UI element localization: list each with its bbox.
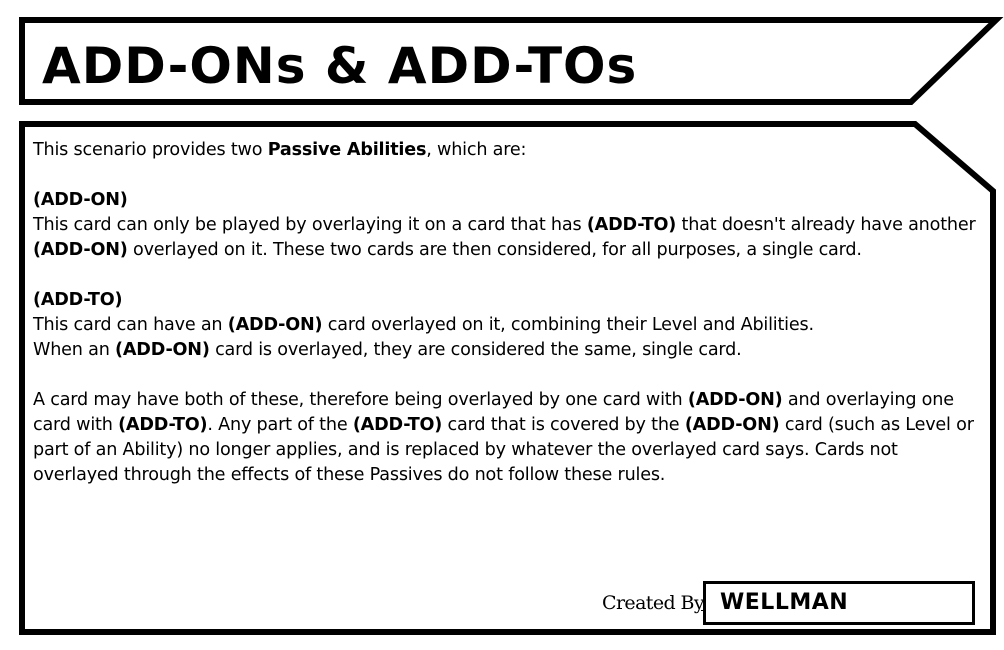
add-on-text: that doesn't already have another bbox=[676, 215, 976, 235]
created-by-underlined-letter: y bbox=[693, 592, 704, 614]
combined-keyword: (ADD-TO) bbox=[352, 415, 443, 435]
add-on-section bbox=[33, 188, 983, 263]
intro-paragraph bbox=[33, 138, 983, 163]
add-to-keyword: (ADD-ON) bbox=[115, 340, 210, 360]
created-by-label bbox=[602, 592, 704, 614]
add-on-text: This card can only be played by overlaying it on a card that has bbox=[33, 215, 587, 235]
combined-text: and overlaying one card with bbox=[33, 390, 954, 435]
combined-keyword: (ADD-ON) bbox=[684, 415, 780, 435]
add-on-text: overlayed on it. These two cards are then considered, for all purposes, a single card. bbox=[127, 240, 862, 260]
combined-text: card that is covered by the bbox=[442, 415, 685, 435]
intro-text: This scenario provides two bbox=[33, 140, 268, 160]
intro-text-end: , which are: bbox=[426, 140, 527, 160]
page-title: ADD-ONs & ADD-TOs bbox=[42, 37, 638, 95]
combined-rules-paragraph bbox=[33, 388, 983, 488]
add-to-text: This card can have an bbox=[33, 315, 228, 335]
intro-bold: Passive Abilities bbox=[267, 140, 427, 160]
combined-text: . Any part of the bbox=[207, 415, 353, 435]
add-to-section bbox=[33, 288, 983, 363]
add-to-text: card overlayed on it, combining their Level and Abilities. bbox=[322, 315, 814, 335]
author-box bbox=[703, 581, 975, 625]
add-on-keyword: (ADD-TO) bbox=[586, 215, 677, 235]
add-to-heading: (ADD-TO) bbox=[33, 290, 123, 310]
combined-keyword: (ADD-ON) bbox=[687, 390, 783, 410]
add-to-text: card is overlayed, they are considered the same, single card. bbox=[209, 340, 742, 360]
combined-text: A card may have both of these, therefore being overlayed by one card with bbox=[33, 390, 688, 410]
add-to-text: When an bbox=[33, 340, 116, 360]
combined-keyword: (ADD-TO) bbox=[118, 415, 208, 435]
add-to-keyword: (ADD-ON) bbox=[227, 315, 323, 335]
author-name: WELLMAN bbox=[720, 590, 849, 615]
rules-text bbox=[33, 138, 983, 513]
add-on-heading: (ADD-ON) bbox=[33, 190, 128, 210]
combined-text: card (such as Level or part of an Ability) no longer applies, and is replaced by whatever the overlayed card says. Cards not overlayed through the effects of these Passives do not follow these rules. bbox=[33, 415, 974, 485]
created-by-text: Created B bbox=[602, 592, 694, 614]
add-on-keyword: (ADD-ON) bbox=[33, 240, 128, 260]
